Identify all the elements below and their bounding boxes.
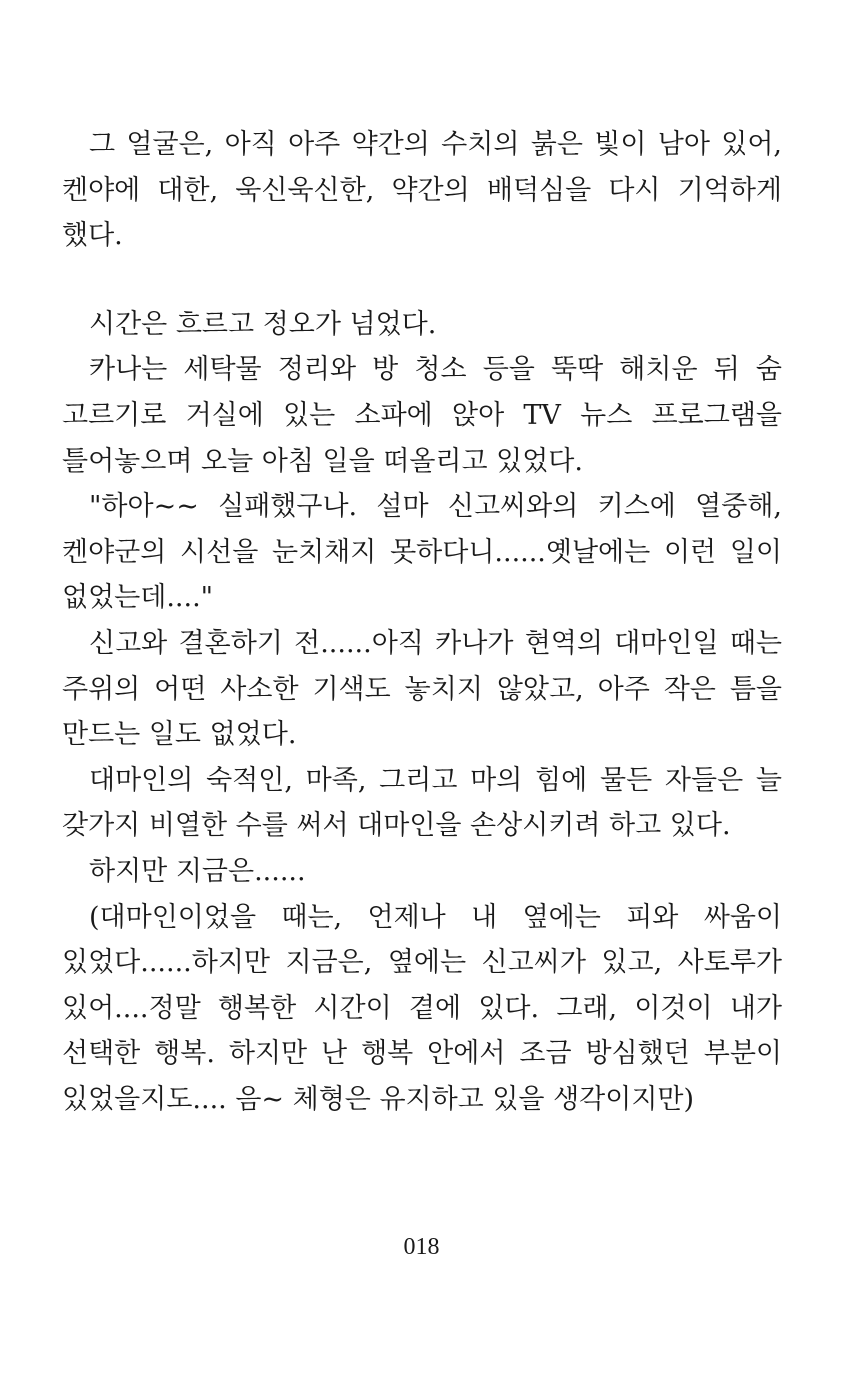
paragraph-4: "하아~~ 실패했구나. 설마 신고씨와의 키스에 열중해, 켄야군의 시선을 눈치채지 못하다니......옛날에는 이런 일이 없었는데...."	[62, 491, 782, 614]
page-number: 018	[403, 1234, 440, 1260]
paragraph-1: 그 얼굴은, 아직 아주 약간의 수치의 붉은 빛이 남아 있어, 켄야에 대한, 욱신욱신한, 약간의 배덕심을 다시 기억하게 했다.	[62, 129, 782, 252]
scene-break	[62, 259, 782, 302]
paragraph-6: 대마인의 숙적인, 마족, 그리고 마의 힘에 물든 자들은 늘 갖가지 비열한 수를 써서 대마인을 손상시키려 하고 있다.	[62, 764, 782, 842]
paragraph-7: 하지만 지금은......	[89, 855, 306, 887]
paragraph-2: 시간은 흐르고 정오가 넘었다.	[89, 308, 437, 340]
paragraph-8: (대마인이었을 때는, 언제나 내 옆에는 피와 싸움이 있었다......하지만 지금은, 옆에는 신고씨가 있고, 사토루가 있어....정말 행복한 시간이 곁에 있다. 그래, 이것이 내가 선택한 행복. 하지만 난 행복 안에서 조금 방심했던 부분이 있었을지도.... 음~ 체형은 유지하고 있을 생각이지만)	[62, 901, 782, 1115]
paragraph-5: 신고와 결혼하기 전......아직 카나가 현역의 대마인일 때는 주위의 어떤 사소한 기색도 놓치지 않았고, 아주 작은 틈을 만드는 일도 없었다.	[62, 627, 782, 751]
paragraph-3: 카나는 세탁물 정리와 방 청소 등을 뚝딱 해치운 뒤 숨 고르기로 거실에 있는 소파에 앉아 TV 뉴스 프로그램을 틀어놓으며 오늘 아침 일을 떠올리고 있었다.	[62, 354, 782, 477]
body-text	[62, 122, 782, 1122]
